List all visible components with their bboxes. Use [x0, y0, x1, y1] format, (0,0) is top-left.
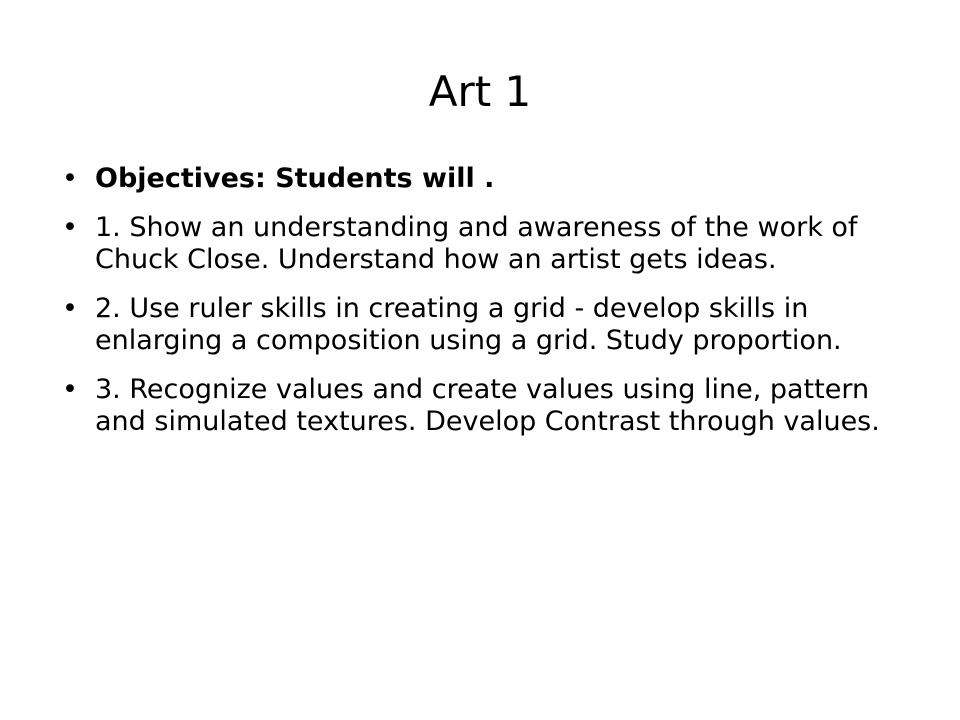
bullet-list — [62, 163, 912, 455]
bullet-item-2 — [62, 293, 912, 357]
bullet-icon: • — [62, 212, 78, 243]
bullet-text: 2. Use ruler skills in creating a grid - develop skills in enlarging a composition using a grid. Study proportion. — [95, 293, 842, 356]
slide-title: Art 1 — [428, 67, 532, 116]
bullet-icon: • — [62, 163, 78, 194]
bullet-item-objectives — [62, 163, 912, 195]
bullet-icon: • — [62, 293, 78, 324]
bullet-item-3 — [62, 374, 912, 438]
bullet-text: 3. Recognize values and create values using line, pattern and simulated textures. Develop Contrast through values. — [95, 374, 880, 437]
bullet-text: 1. Show an understanding and awareness of the work of Chuck Close. Understand how an artist gets ideas. — [95, 212, 858, 275]
bullet-item-1 — [62, 212, 912, 276]
bullet-text: Objectives: Students will . — [95, 163, 495, 194]
bullet-icon: • — [62, 374, 78, 405]
